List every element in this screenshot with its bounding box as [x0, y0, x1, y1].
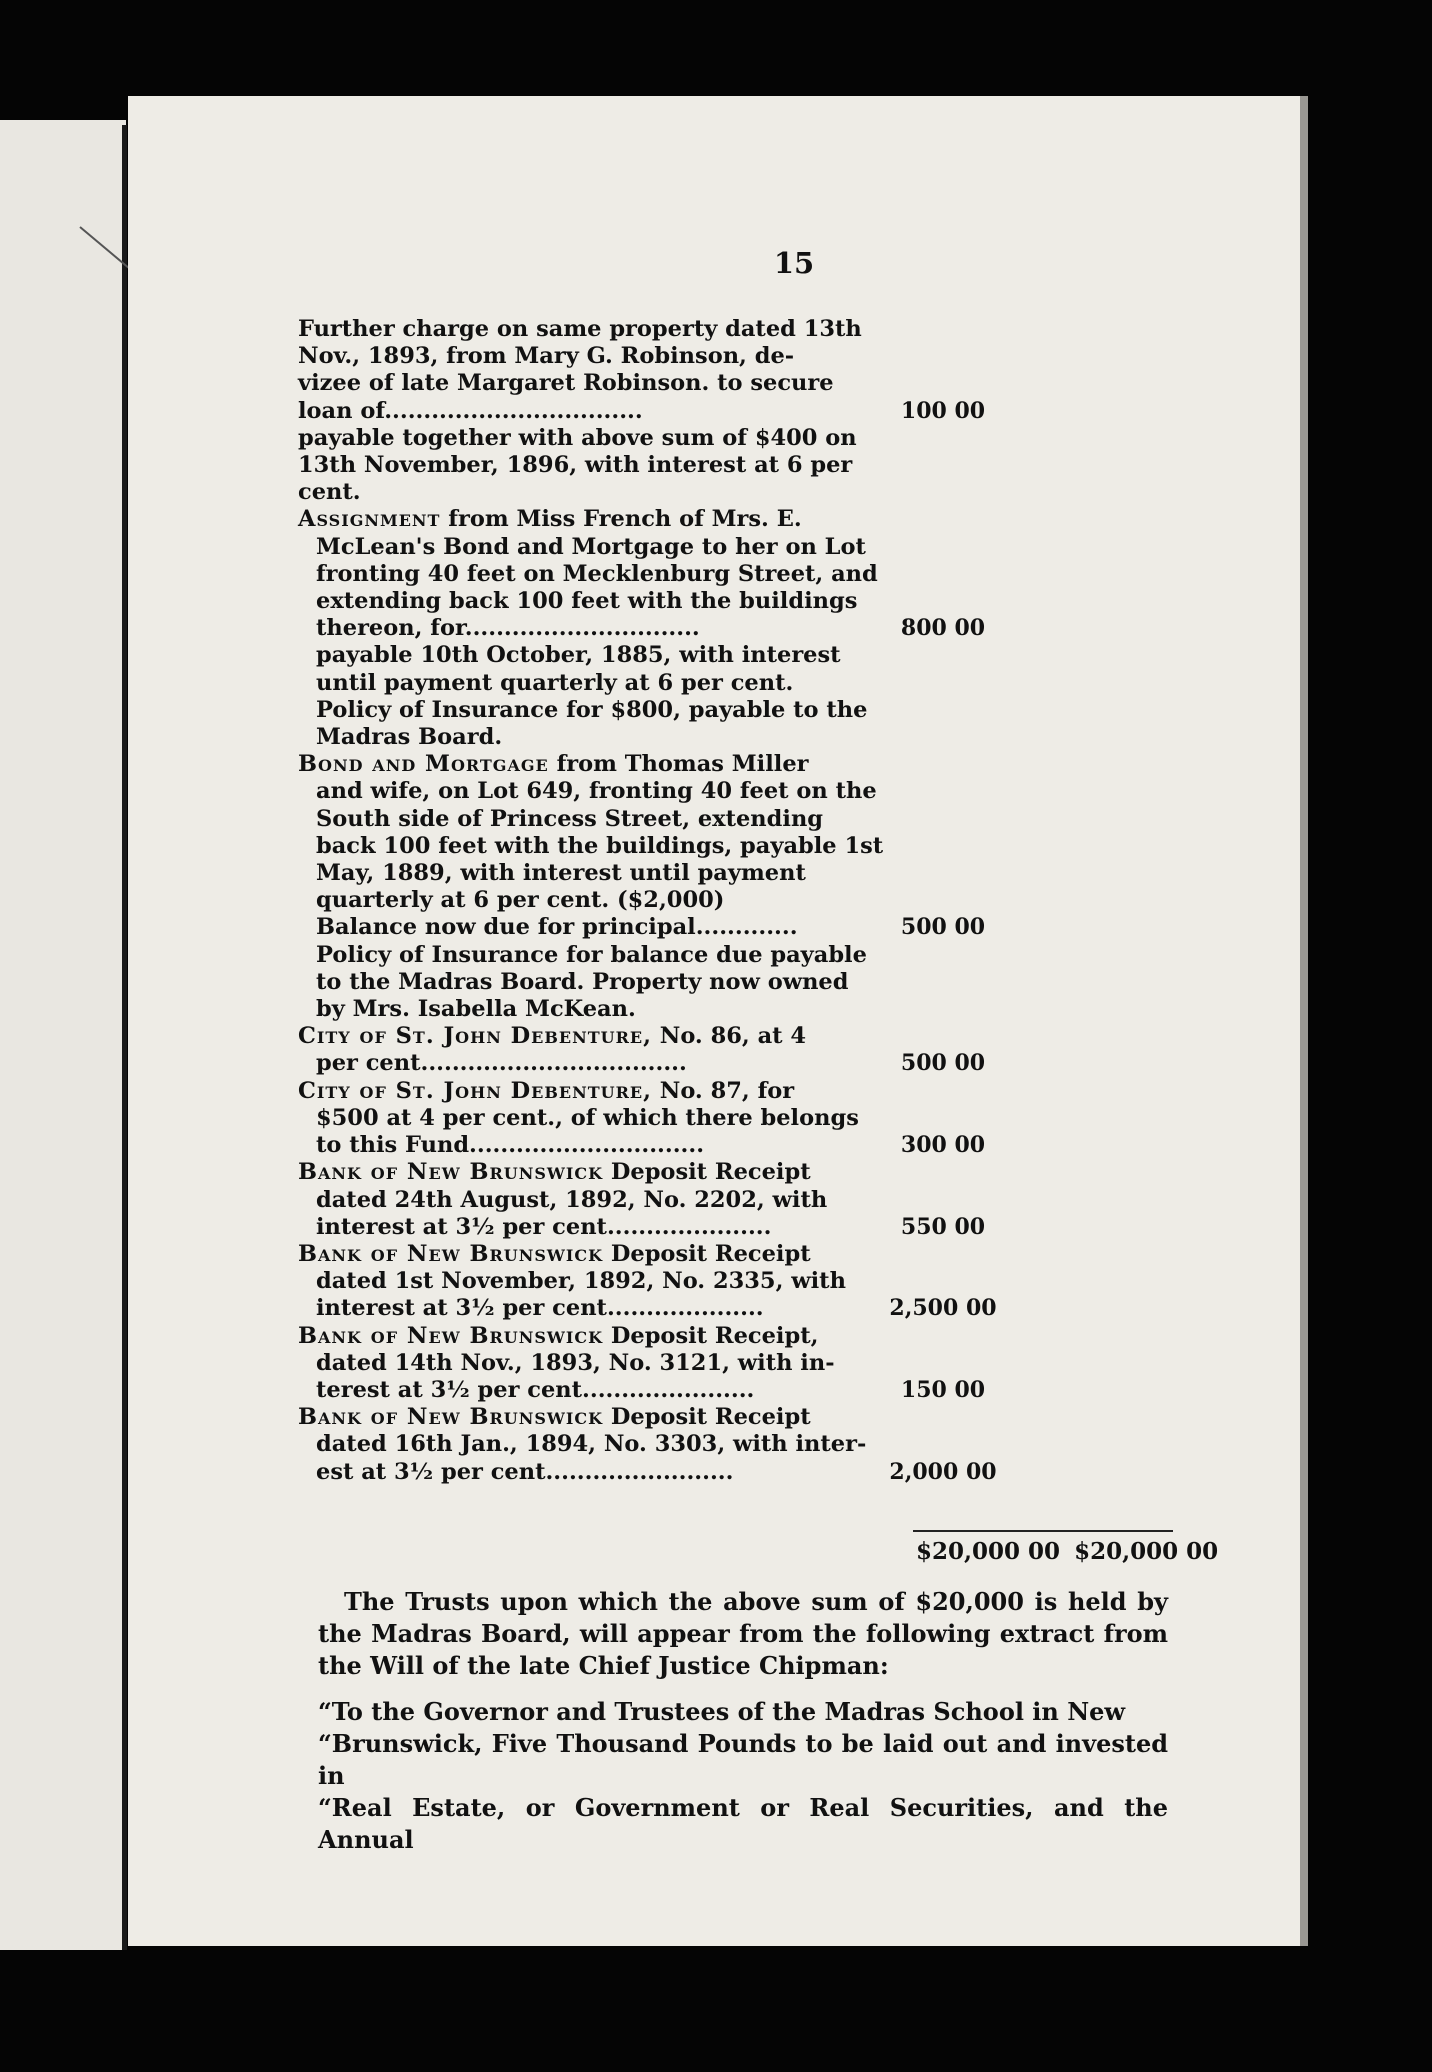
quote-line: “Real Estate, or Government or Real Securities, and the Annual: [318, 1793, 1168, 1854]
ledger-entry: [298, 1159, 1158, 1241]
entry-line: dated 14th Nov., 1893, No. 3121, with in-: [316, 1349, 835, 1376]
entry-amount: 2,500 00: [889, 1295, 997, 1322]
entry-line: Madras Board.: [316, 724, 503, 751]
facing-page-edge: [0, 120, 126, 1950]
entry-line: interest at 3½ per cent.....................: [316, 1213, 772, 1240]
total-right: $20,000 00: [1074, 1538, 1219, 1565]
entry-line: $500 at 4 per cent., of which there belongs: [316, 1104, 859, 1131]
entry-line: fronting 40 feet on Mecklenburg Street, and: [316, 560, 878, 587]
entry-amount: 100 00: [900, 397, 986, 424]
entry-line: to the Madras Board. Property now owned: [316, 968, 849, 995]
ledger-entry: [298, 1323, 1158, 1405]
entry-amount: 150 00: [900, 1376, 986, 1403]
entry-description: [298, 1404, 901, 1486]
entry-heading: Bank of New Brunswick: [298, 1159, 604, 1186]
entry-heading: Bank of New Brunswick: [298, 1404, 604, 1431]
trusts-text: [318, 1586, 1168, 1856]
entry-description: [298, 1323, 901, 1405]
entry-description: [298, 506, 901, 751]
ledger-entry: [298, 1023, 1158, 1077]
entry-line: from Thomas Miller: [556, 751, 809, 778]
entry-heading: Bank of New Brunswick: [298, 1240, 604, 1267]
entry-description: [298, 316, 883, 425]
entry-line: until payment quarterly at 6 per cent.: [316, 669, 794, 696]
entry-line: Further charge on same property dated 13th: [298, 316, 862, 342]
entry-line: Policy of Insurance for $800, payable to the: [316, 696, 868, 723]
total-left: $20,000 00: [916, 1538, 1061, 1565]
entry-line: 13th November, 1896, with interest at 6 per: [298, 452, 853, 479]
entry-line: interest at 3½ per cent....................: [316, 1295, 764, 1322]
ledger-entry: [298, 425, 1158, 507]
entry-line: and wife, on Lot 649, fronting 40 feet on the: [316, 778, 877, 805]
entry-line: back 100 feet with the buildings, payable 1st: [316, 832, 884, 859]
entry-amount: 300 00: [900, 1132, 986, 1159]
entry-heading: Bank of New Brunswick: [298, 1322, 604, 1349]
page-right-edge: [1300, 96, 1308, 1946]
trusts-paragraph: The Trusts upon which the above sum of $20,000 is held by the Madras Board, will appear from the following extract from the Will of the late Chief Justice Chipman:: [318, 1587, 1168, 1680]
entry-amount: 500 00: [900, 1050, 986, 1077]
entry-line: Policy of Insurance for balance due payable: [316, 941, 867, 968]
ledger-entry: [298, 1404, 1158, 1486]
entry-heading: Assignment: [298, 506, 441, 533]
entry-line: est at 3½ per cent........................: [316, 1458, 734, 1485]
entry-line: dated 1st November, 1892, No. 2335, with: [316, 1268, 846, 1295]
entry-line: Deposit Receipt: [610, 1404, 811, 1431]
entry-line: dated 24th August, 1892, No. 2202, with: [316, 1186, 828, 1213]
entry-line: Nov., 1893, from Mary G. Robinson, de-: [298, 343, 795, 370]
entry-description: [298, 425, 883, 507]
entry-line: to this Fund..............................: [316, 1132, 705, 1159]
entry-line: thereon, for..............................: [316, 615, 700, 642]
investments-ledger: [298, 316, 1158, 1486]
entry-heading: City of St. John Debenture,: [298, 1077, 652, 1104]
entry-line: vizee of late Margaret Robinson. to secure: [298, 370, 834, 397]
entry-amount: 500 00: [900, 914, 986, 941]
will-extract-quote: [318, 1696, 1168, 1856]
entry-amount: 550 00: [900, 1213, 986, 1240]
entry-line: No. 87, for: [659, 1077, 795, 1104]
page-gutter: [122, 125, 127, 1950]
entry-heading: Bond and Mortgage: [298, 751, 549, 778]
entry-line: quarterly at 6 per cent. ($2,000): [316, 887, 725, 914]
quote-line: “To the Governor and Trustees of the Madras School in New: [318, 1697, 1126, 1726]
entry-description: [298, 1023, 901, 1077]
entry-line: payable 10th October, 1885, with interest: [316, 642, 841, 669]
entry-line: loan of.................................: [298, 397, 643, 424]
entry-line: McLean's Bond and Mortgage to her on Lot: [316, 533, 866, 560]
entry-heading: City of St. John Debenture,: [298, 1023, 652, 1050]
page-number: 15: [773, 246, 815, 280]
entry-line: South side of Princess Street, extending: [316, 805, 824, 832]
ledger-entry: [298, 316, 1158, 425]
document-page: [128, 96, 1300, 1946]
entry-line: Balance now due for principal.............: [316, 914, 798, 941]
quote-line: “Brunswick, Five Thousand Pounds to be laid out and invested in: [318, 1729, 1168, 1790]
ledger-entry: [298, 1241, 1158, 1323]
entry-line: payable together with above sum of $400 on: [298, 424, 857, 451]
ledger-entry: [298, 751, 1158, 1023]
entry-line: from Miss French of Mrs. E.: [448, 506, 802, 533]
entry-amount: 800 00: [900, 615, 986, 642]
entry-line: dated 16th Jan., 1894, No. 3303, with inter-: [316, 1431, 867, 1458]
totals-row: [916, 1538, 1224, 1565]
entry-description: [298, 1159, 901, 1241]
entry-line: May, 1889, with interest until payment: [316, 860, 806, 887]
entry-line: terest at 3½ per cent......................: [316, 1376, 755, 1403]
entry-line: Deposit Receipt: [610, 1240, 811, 1267]
ledger-entry: [298, 506, 1158, 751]
entry-description: [298, 1078, 901, 1160]
entry-line: per cent..................................: [316, 1050, 687, 1077]
entry-line: Deposit Receipt,: [610, 1322, 819, 1349]
entry-description: [298, 751, 901, 1023]
entry-amount: 2,000 00: [889, 1458, 997, 1485]
entry-line: extending back 100 feet with the buildings: [316, 588, 858, 615]
entry-line: Deposit Receipt: [610, 1159, 811, 1186]
entry-line: No. 86, at 4: [659, 1023, 807, 1050]
entry-line: cent.: [298, 479, 361, 506]
entry-description: [298, 1241, 901, 1323]
entry-line: by Mrs. Isabella McKean.: [316, 996, 636, 1023]
total-rule: [913, 1530, 1173, 1532]
ledger-entry: [298, 1078, 1158, 1160]
